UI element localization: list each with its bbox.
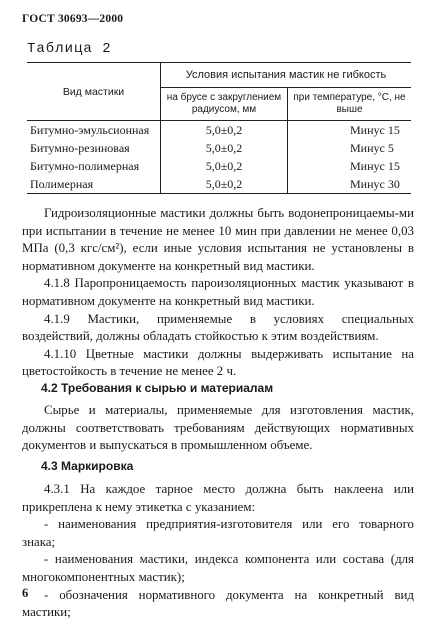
table-cell-temperature: Минус 5 [288,139,412,157]
table-cell-temperature: Минус 15 [288,157,412,175]
section-4-3-text-block [22,481,414,622]
table-row [27,175,411,194]
specs-table [27,62,411,194]
column-header-radius: на брусе с закруглением радиусом, мм [161,88,288,121]
section-4-2-paragraph: Сырье и материалы, применяемые для изготовления мастик, должны соответствовать требованиям действующих нормативных документов и выпускаться в промышленном объеме. [22,403,414,453]
table-cell-radius: 5,0±0,2 [161,175,288,194]
table-cell-temperature: Минус 30 [288,175,412,194]
table-row [27,121,411,140]
table-title: Таблица 2 [27,41,112,57]
paragraph-4-1-9: 4.1.9 Мастики, применяемые в условиях специальных воздействий, должны обладать стойкостью к этим воздействиям. [22,311,414,344]
page-number: 6 [22,586,29,600]
paragraph-4-1-8: 4.1.8 Паропроницаемость пароизоляционных мастик указывают в нормативном документе на конкретный вид мастики. [22,276,414,308]
table-cell-radius: 5,0±0,2 [161,139,288,157]
table-row [27,139,411,157]
section-4-3-intro: 4.3.1 На каждое тарное место должна быть наклеена или прикреплена к нему этикетка с указанием: [22,482,414,514]
table-cell-radius: 5,0±0,2 [161,121,288,140]
table-cell-temperature: Минус 15 [288,121,412,140]
section-heading-4-3: 4.3 Маркировка [41,459,134,473]
section-heading-4-2: 4.2 Требования к сырью и материалам [41,381,274,395]
table-cell-radius: 5,0±0,2 [161,157,288,175]
table-cell-name: Полимерная [27,175,161,194]
paragraph-waterproofing: Гидроизоляционные мастики должны быть водонепроницаемы-ми при испытании в течение не менее 10 мин при давлении не менее 0,03 МПа (0,3 кгс/см²), если иные условия испытания не установлены в нормативном документе на конкретный вид мастики. [22,206,414,273]
paragraph-4-1-10: 4.1.10 Цветные мастики должны выдерживать испытание на цветостойкость в течение не менее 2 ч. [22,346,414,379]
section-4-2-text-block [22,402,414,455]
table-cell-name: Битумно-полимерная [30,158,140,173]
column-header-name: Вид мастики [27,63,161,121]
list-item: - наименования мастики, индекса компонента или состава (для многокомпонентных мастик); [22,552,414,584]
list-item: - наименования предприятия-изготовителя или его товарного знака; [22,517,414,549]
column-group-header: Условия испытания мастик не гибкость [161,63,412,88]
column-header-temperature: при температуре, °C, не выше [288,88,412,121]
table-cell-name: Битумно-резиновая [30,140,130,155]
table-cell-name: Битумно-эмульсионная [30,122,150,137]
list-item: - обозначения нормативного документа на конкретный вид мастики; [22,587,414,620]
document-header: ГОСТ 30693—2000 [22,13,124,25]
table-header-row [27,63,411,88]
body-text [22,205,414,381]
table-row [27,157,411,175]
